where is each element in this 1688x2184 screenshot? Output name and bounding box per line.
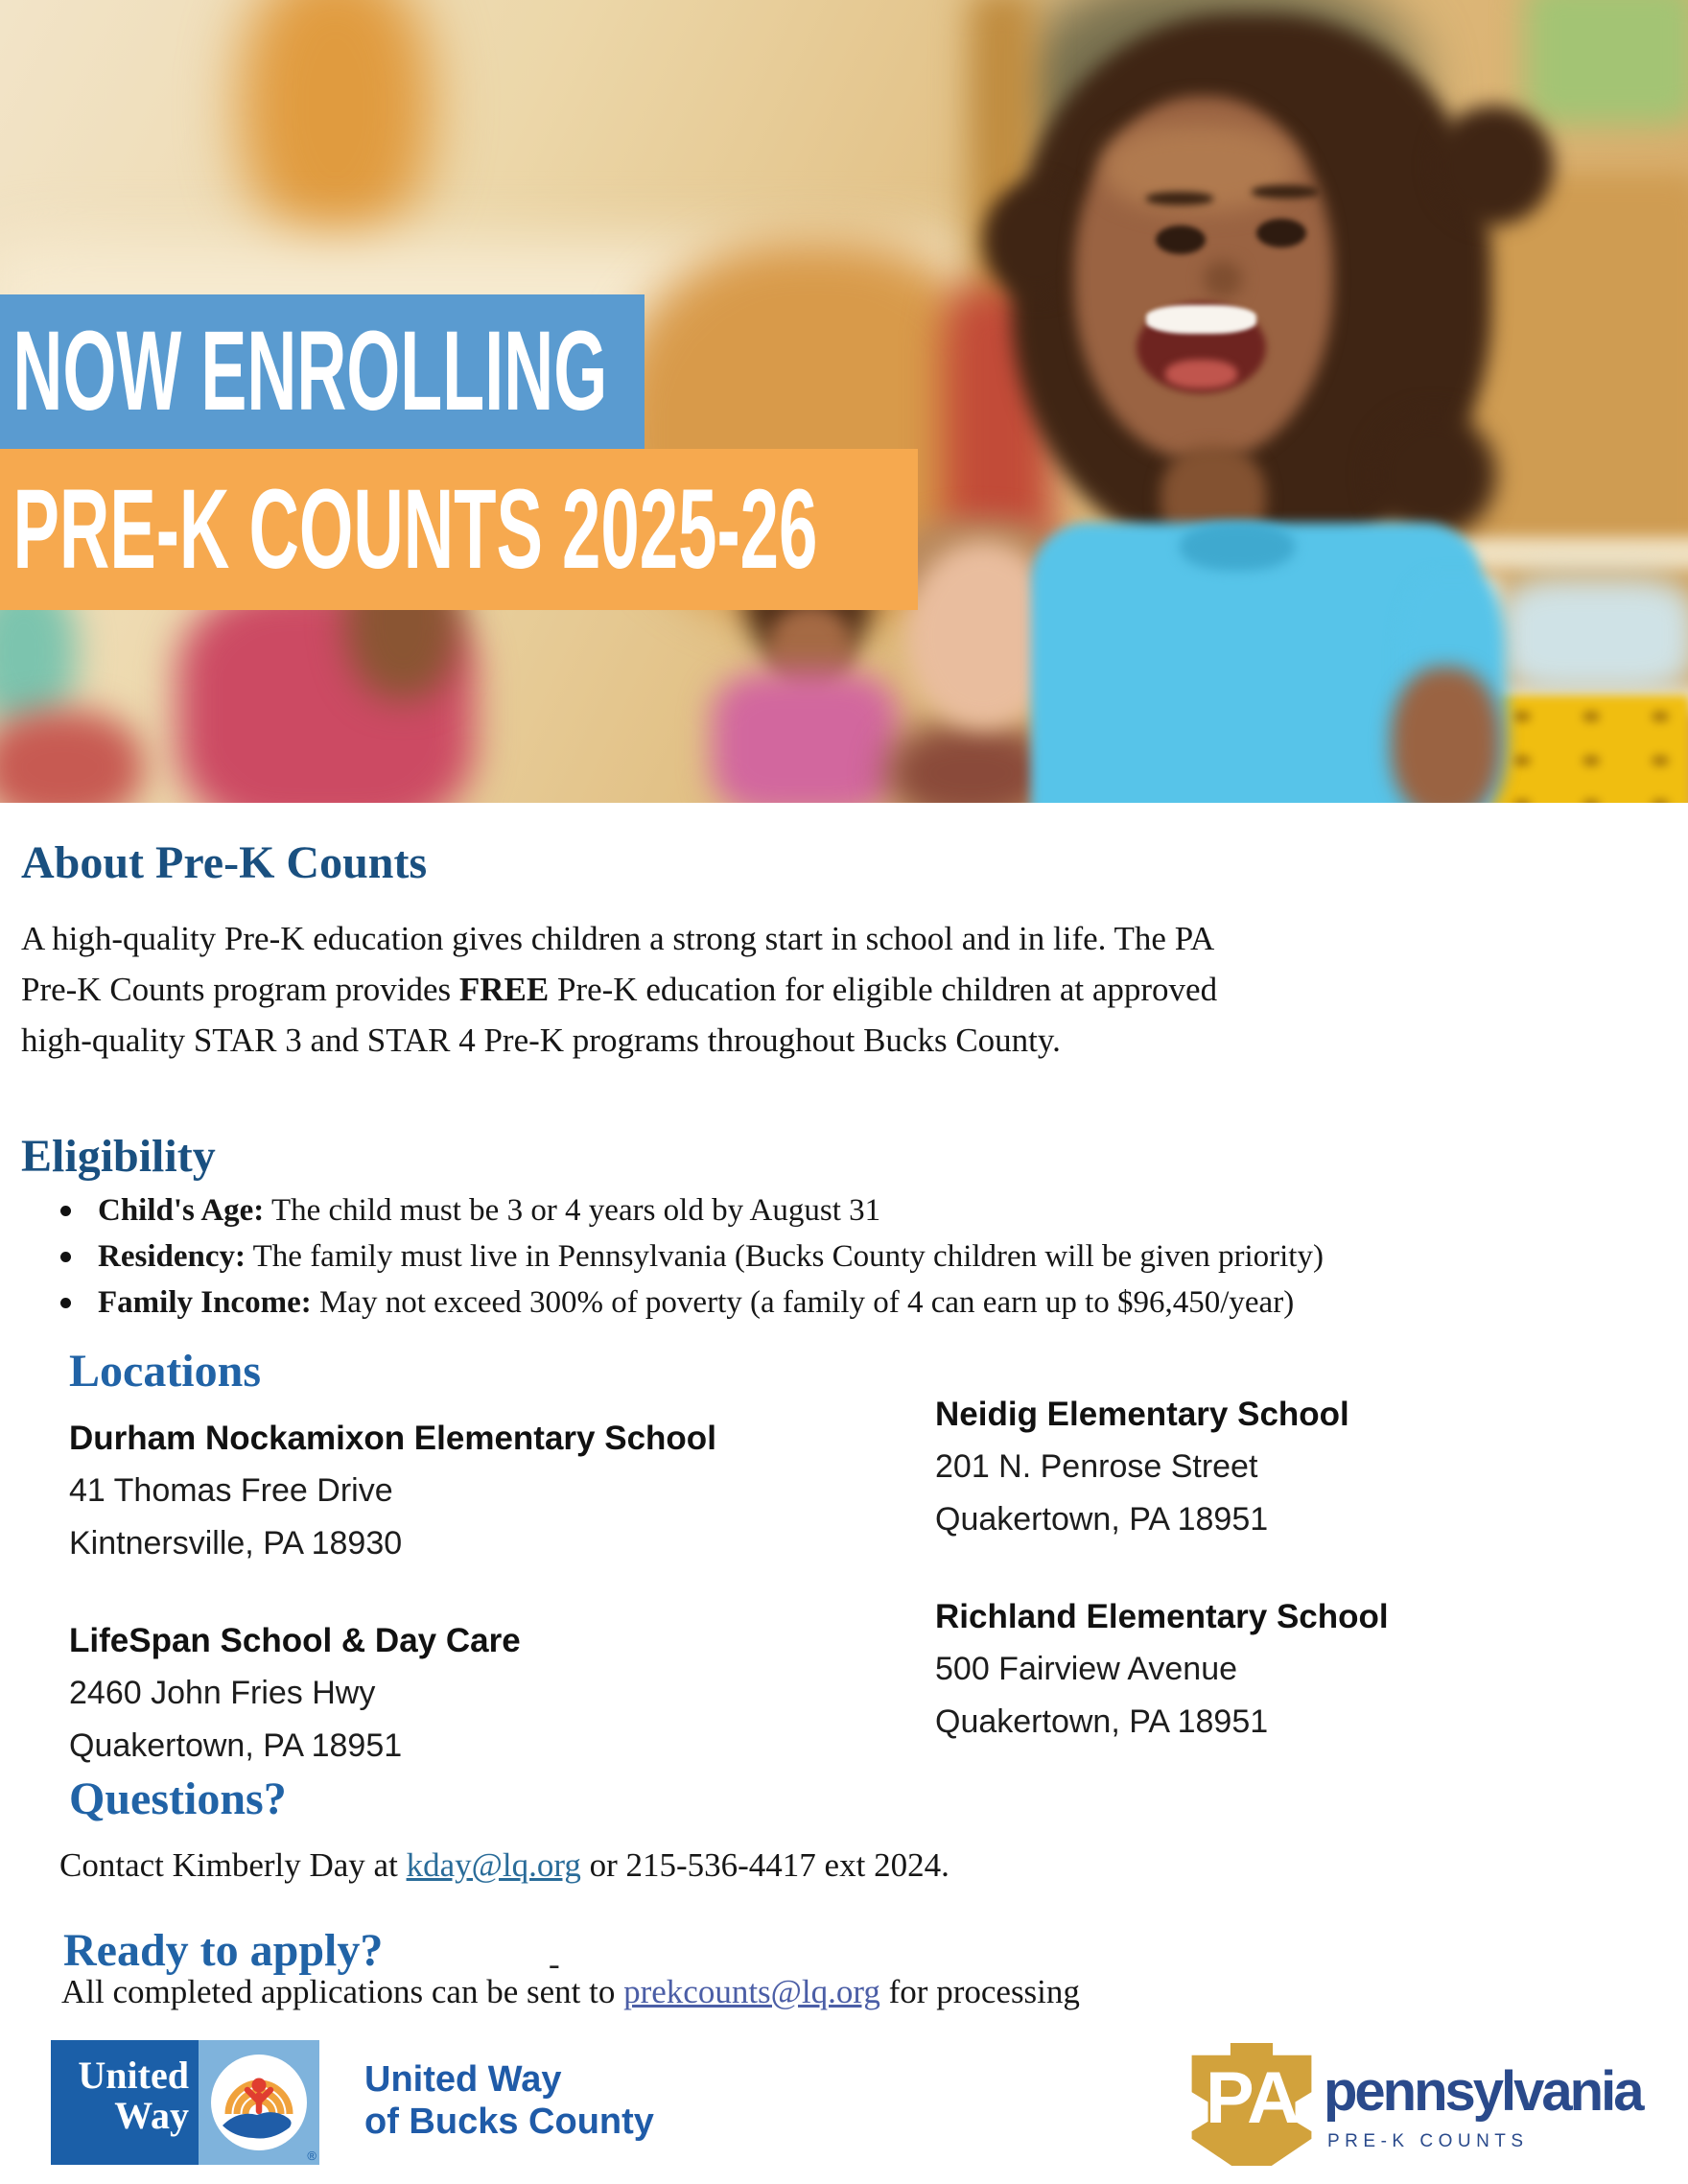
contact-suffix: or 215-536-4417 ext 2024. [580,1846,950,1884]
school-durham-nockamixon [69,1412,716,1570]
photo-pillow-blue [1496,575,1688,695]
child-hair-curl-2 [983,182,1089,297]
school-name: Durham Nockamixon Elementary School [69,1420,716,1457]
eligibility-item-residency [60,1233,1324,1280]
school-address-line: Kintnersville, PA 18930 [69,1525,403,1562]
bullet-icon [60,1206,71,1216]
united-way-org-line2: of Bucks County [364,2102,654,2142]
school-name: LifeSpan School & Day Care [69,1622,521,1659]
about-line-1: A high-quality Pre-K education gives children a strong start in school and in life. The PA [21,920,1215,957]
pre-k-counts-text: PRE-K COUNTS 2025-26 [12,466,818,593]
about-heading: About Pre-K Counts [21,837,428,888]
united-way-logo [51,2040,319,2165]
eligibility-residency-label: Residency: [98,1239,246,1274]
photo-cubby-orange [240,0,432,249]
united-way-rainbow-hand-icon [209,2053,309,2152]
eligibility-item-income [60,1280,1324,1326]
photo-green-picture [1525,0,1688,125]
photo-mid-child-shirt-pink [712,671,899,803]
photo-left-edge-red [0,710,144,803]
child-eye-right [1256,219,1306,247]
pa-pre-k-counts-tagline: PRE-K COUNTS [1327,2131,1529,2151]
child-eye-left [1156,225,1206,254]
child-nose-shadow [1204,261,1242,297]
child-collar-fold [1180,523,1295,571]
contact-prefix: Contact Kimberly Day at [59,1846,407,1884]
bullet-icon [60,1252,71,1262]
eligibility-residency-text: The family must live in Pennsylvania (Bucks County children will be given priority) [245,1239,1324,1274]
school-address-line: Quakertown, PA 18951 [69,1727,403,1764]
stray-dash: - [549,1945,560,1983]
ready-heading: Ready to apply? [63,1925,384,1976]
eligibility-income-label: Family Income: [98,1285,312,1320]
eligibility-age-label: Child's Age: [98,1193,265,1228]
school-address-line: 500 Fairview Avenue [935,1651,1238,1687]
photo-mid-shadow [887,720,1055,803]
school-lifespan [69,1614,521,1773]
about-paragraph [21,913,1217,1066]
eligibility-list [60,1187,1324,1326]
eligibility-age-text: The child must be 3 or 4 years old by August 31 [264,1193,881,1228]
about-line-2a: Pre-K Counts program provides [21,971,459,1008]
school-neidig [935,1388,1349,1546]
apply-line [61,1968,1080,2016]
apply-suffix: for processing [879,1973,1080,2010]
school-address-line: 41 Thomas Free Drive [69,1472,393,1509]
school-address-line: 201 N. Penrose Street [935,1448,1258,1485]
bullet-icon [60,1298,71,1308]
united-way-wordmark [51,2040,199,2165]
locations-heading: Locations [69,1346,262,1397]
child-hair-curl-1 [1434,106,1554,225]
now-enrolling-text: NOW ENROLLING [12,308,608,434]
united-way-org-line1: United Way [364,2059,562,2100]
school-name: Richland Elementary School [935,1598,1389,1635]
pennsylvania-wordmark: pennsylvania [1324,2060,1642,2123]
kday-email-link[interactable]: kday@lq.org [406,1846,581,1884]
child-eyebrow-right [1252,185,1319,199]
apply-prefix: All completed applications can be sent to [61,1973,624,2010]
child-teeth [1146,305,1256,334]
united-way-symbol-panel [199,2040,319,2165]
photo-yellow-crate [1489,695,1688,803]
school-address-line: Quakertown, PA 18951 [935,1501,1269,1538]
eligibility-income-text: May not exceed 300% of poverty (a family of 4 can earn up to $96,450/year) [311,1285,1295,1320]
questions-heading: Questions? [69,1773,287,1824]
now-enrolling-banner [0,294,645,449]
about-line-2b: Pre-K education for eligible children at approved [549,971,1218,1008]
contact-line [59,1842,950,1890]
eligibility-item-age [60,1187,1324,1233]
school-name: Neidig Elementary School [935,1396,1349,1433]
child-arm [1391,667,1501,803]
school-richland [935,1590,1389,1749]
united-way-wordmark-line2: Way [114,2094,189,2137]
child-tongue [1165,360,1237,388]
school-address-line: Quakertown, PA 18951 [935,1703,1269,1740]
registered-mark: ® [307,2149,316,2163]
about-free-bold: FREE [458,971,550,1008]
united-way-wordmark-line1: United [78,2054,189,2097]
hero-photo [0,0,1688,803]
prekcounts-email-link[interactable]: prekcounts@lq.org [623,1973,880,2010]
about-line-3: high-quality STAR 3 and STAR 4 Pre-K programs throughout Bucks County. [21,1022,1061,1059]
eligibility-heading: Eligibility [21,1131,216,1182]
about-line-2 [21,964,1217,1015]
pre-k-counts-banner [0,449,918,610]
child-eyebrow-left [1146,192,1213,205]
child-hair-curl-3 [1372,412,1496,537]
school-address-line: 2460 John Fries Hwy [69,1675,376,1711]
united-way-org-name [364,2058,654,2143]
pa-keystone-text: PA [1206,2057,1298,2139]
